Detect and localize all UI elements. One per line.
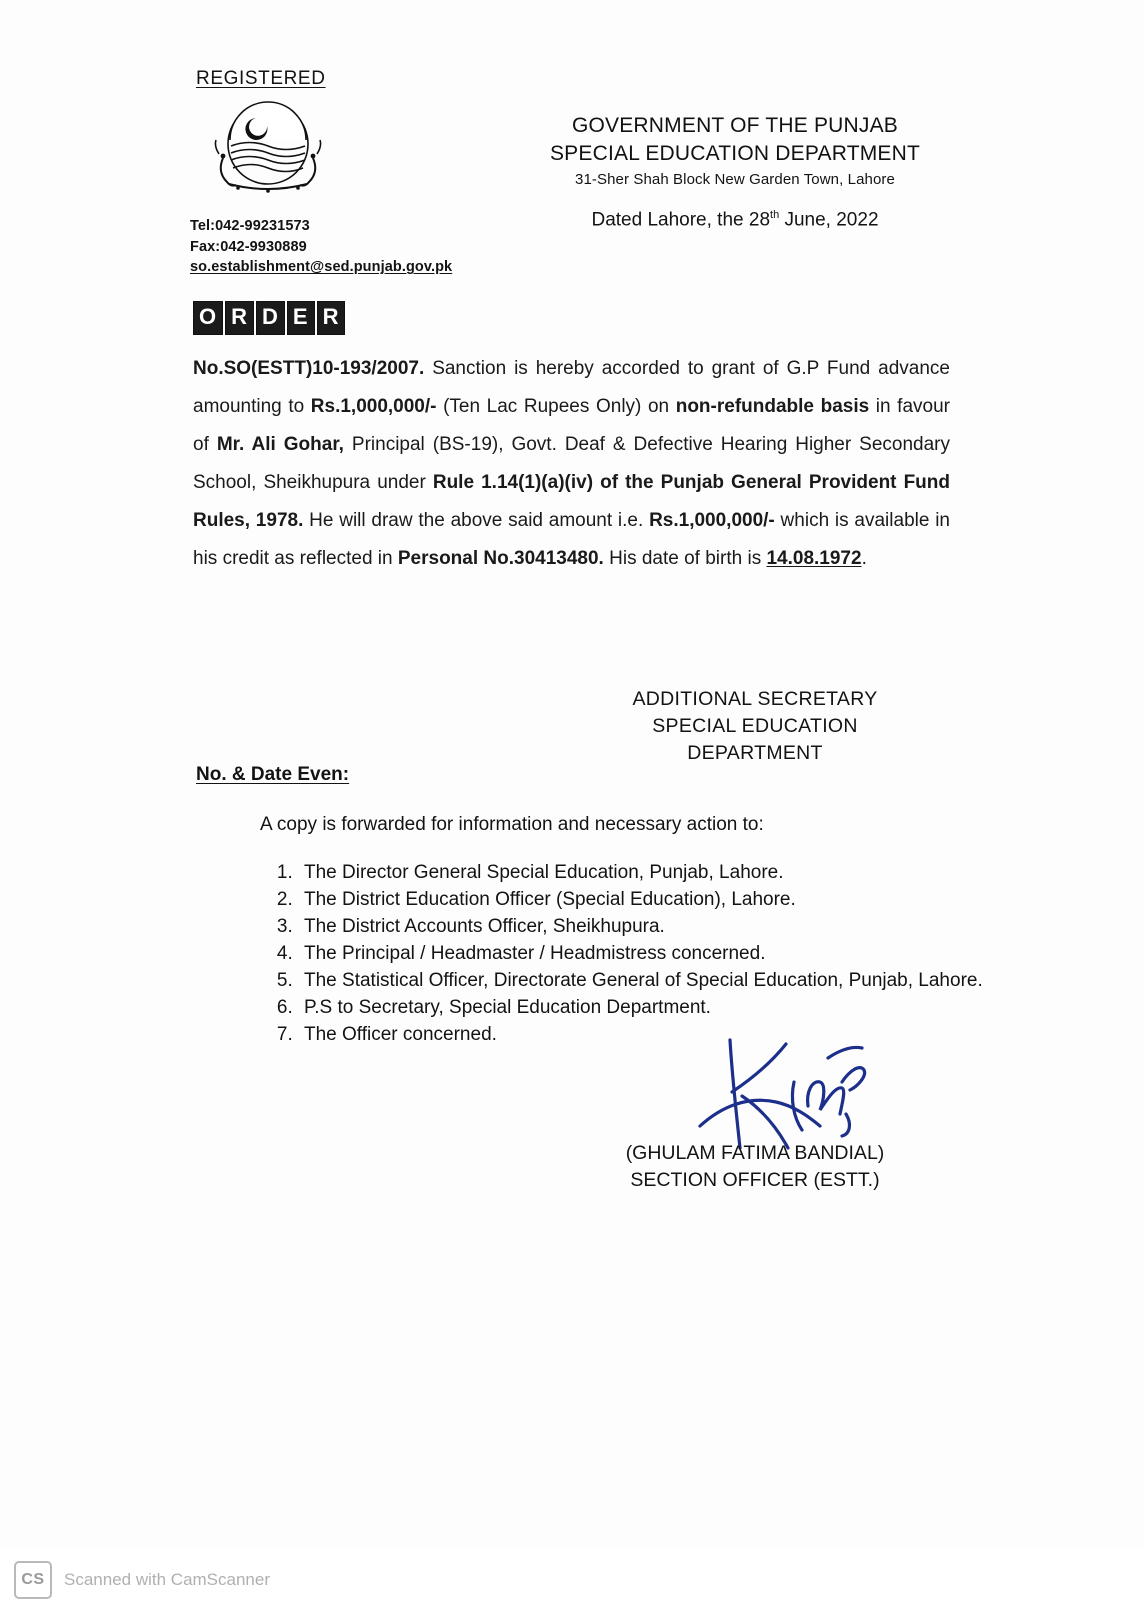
order-text-3: Principal (BS-19), Govt. Deaf & Defective Hearing Higher Secondary School, Sheikhupura under [193, 434, 950, 493]
order-letter: R [317, 301, 346, 335]
authority-signature-block [560, 686, 950, 767]
list-item: 4. The Principal / Headmaster / Headmistress concerned. [298, 941, 998, 968]
email-line[interactable]: so.establishment@sed.punjab.gov.pk [190, 259, 453, 276]
order-rule: Rule 1.14(1)(a)(iv) of the Punjab General Provident Fund Rules, 1978. [193, 472, 950, 531]
list-item: 6. P.S to Secretary, Special Education Department. [298, 995, 998, 1022]
order-letter: R [225, 301, 254, 335]
signer-designation: SECTION OFFICER (ESTT.) [630, 1169, 880, 1191]
authority-line-3: DEPARTMENT [687, 742, 823, 764]
order-personal-no: Personal No.30413480. [397, 548, 604, 569]
fax-line: Fax:042-9930889 [190, 238, 307, 255]
dated-ordinal: th [770, 209, 780, 221]
order-body [193, 350, 950, 578]
camscanner-badge-icon: CS [14, 1561, 52, 1599]
endorsement-recipient-list [262, 860, 998, 1049]
department-title: SPECIAL EDUCATION DEPARTMENT [549, 141, 921, 165]
order-basis: non-refundable basis [675, 396, 870, 417]
list-item: 5. The Statistical Officer, Directorate General of Special Education, Punjab, Lahore. [298, 968, 998, 995]
list-item: 3. The District Accounts Officer, Sheikhupura. [298, 914, 998, 941]
camscanner-footer [0, 1549, 1144, 1611]
order-amount-2: Rs.1,000,000/- [649, 510, 775, 531]
dated-suffix: June, 2022 [779, 209, 879, 231]
order-text-2: in favour of [193, 396, 950, 455]
punjab-government-crest-icon [193, 96, 343, 196]
order-reference-no: No.SO(ESTT)10-193/2007. [193, 358, 425, 379]
camscanner-text: Scanned with CamScanner [64, 1570, 271, 1589]
order-letter: E [287, 301, 315, 335]
order-text-4: He will draw the above said amount i.e. [303, 510, 650, 531]
department-address: 31-Sher Shah Block New Garden Town, Lahore [575, 171, 895, 189]
list-item: 1. The Director General Special Education, Punjab, Lahore. [298, 860, 998, 887]
order-text-7: . [861, 548, 867, 569]
order-text-6: His date of birth is [603, 548, 767, 569]
endorsement-heading: No. & Date Even: [196, 764, 350, 785]
telephone-line: Tel:042-99231573 [190, 218, 310, 234]
government-heading [470, 112, 1000, 190]
order-officer-name: Mr. Ali Gohar, [216, 434, 344, 455]
order-amount-words: (Ten Lac Rupees Only) on [436, 396, 676, 417]
dated-prefix: Dated Lahore, the 28 [591, 209, 771, 231]
order-amount: Rs.1,000,000/- [310, 396, 437, 417]
authority-line-1: ADDITIONAL SECRETARY [632, 688, 878, 710]
authority-line-2: SPECIAL EDUCATION [652, 715, 858, 737]
endorsement-copy-line: A copy is forwarded for information and necessary action to: [260, 814, 764, 835]
registered-label: REGISTERED [196, 68, 326, 89]
government-title: GOVERNMENT OF THE PUNJAB [571, 114, 899, 137]
dated-line [470, 209, 1000, 231]
list-item: 7. The Officer concerned. [298, 1022, 998, 1049]
order-text-5: which is available in his credit as reflected in [193, 510, 951, 569]
order-letter: O [193, 301, 223, 335]
signer-block [560, 1140, 950, 1194]
signer-name: (GHULAM FATIMA BANDIAL) [625, 1142, 885, 1164]
order-letter: D [256, 301, 285, 335]
list-item: 2. The District Education Officer (Special Education), Lahore. [298, 887, 998, 914]
order-title [193, 301, 345, 335]
order-date-of-birth: 14.08.1972 [766, 548, 862, 569]
order-text-1: Sanction is hereby accorded to grant of G.P Fund advance amounting to [193, 358, 950, 417]
contact-block [190, 216, 452, 278]
